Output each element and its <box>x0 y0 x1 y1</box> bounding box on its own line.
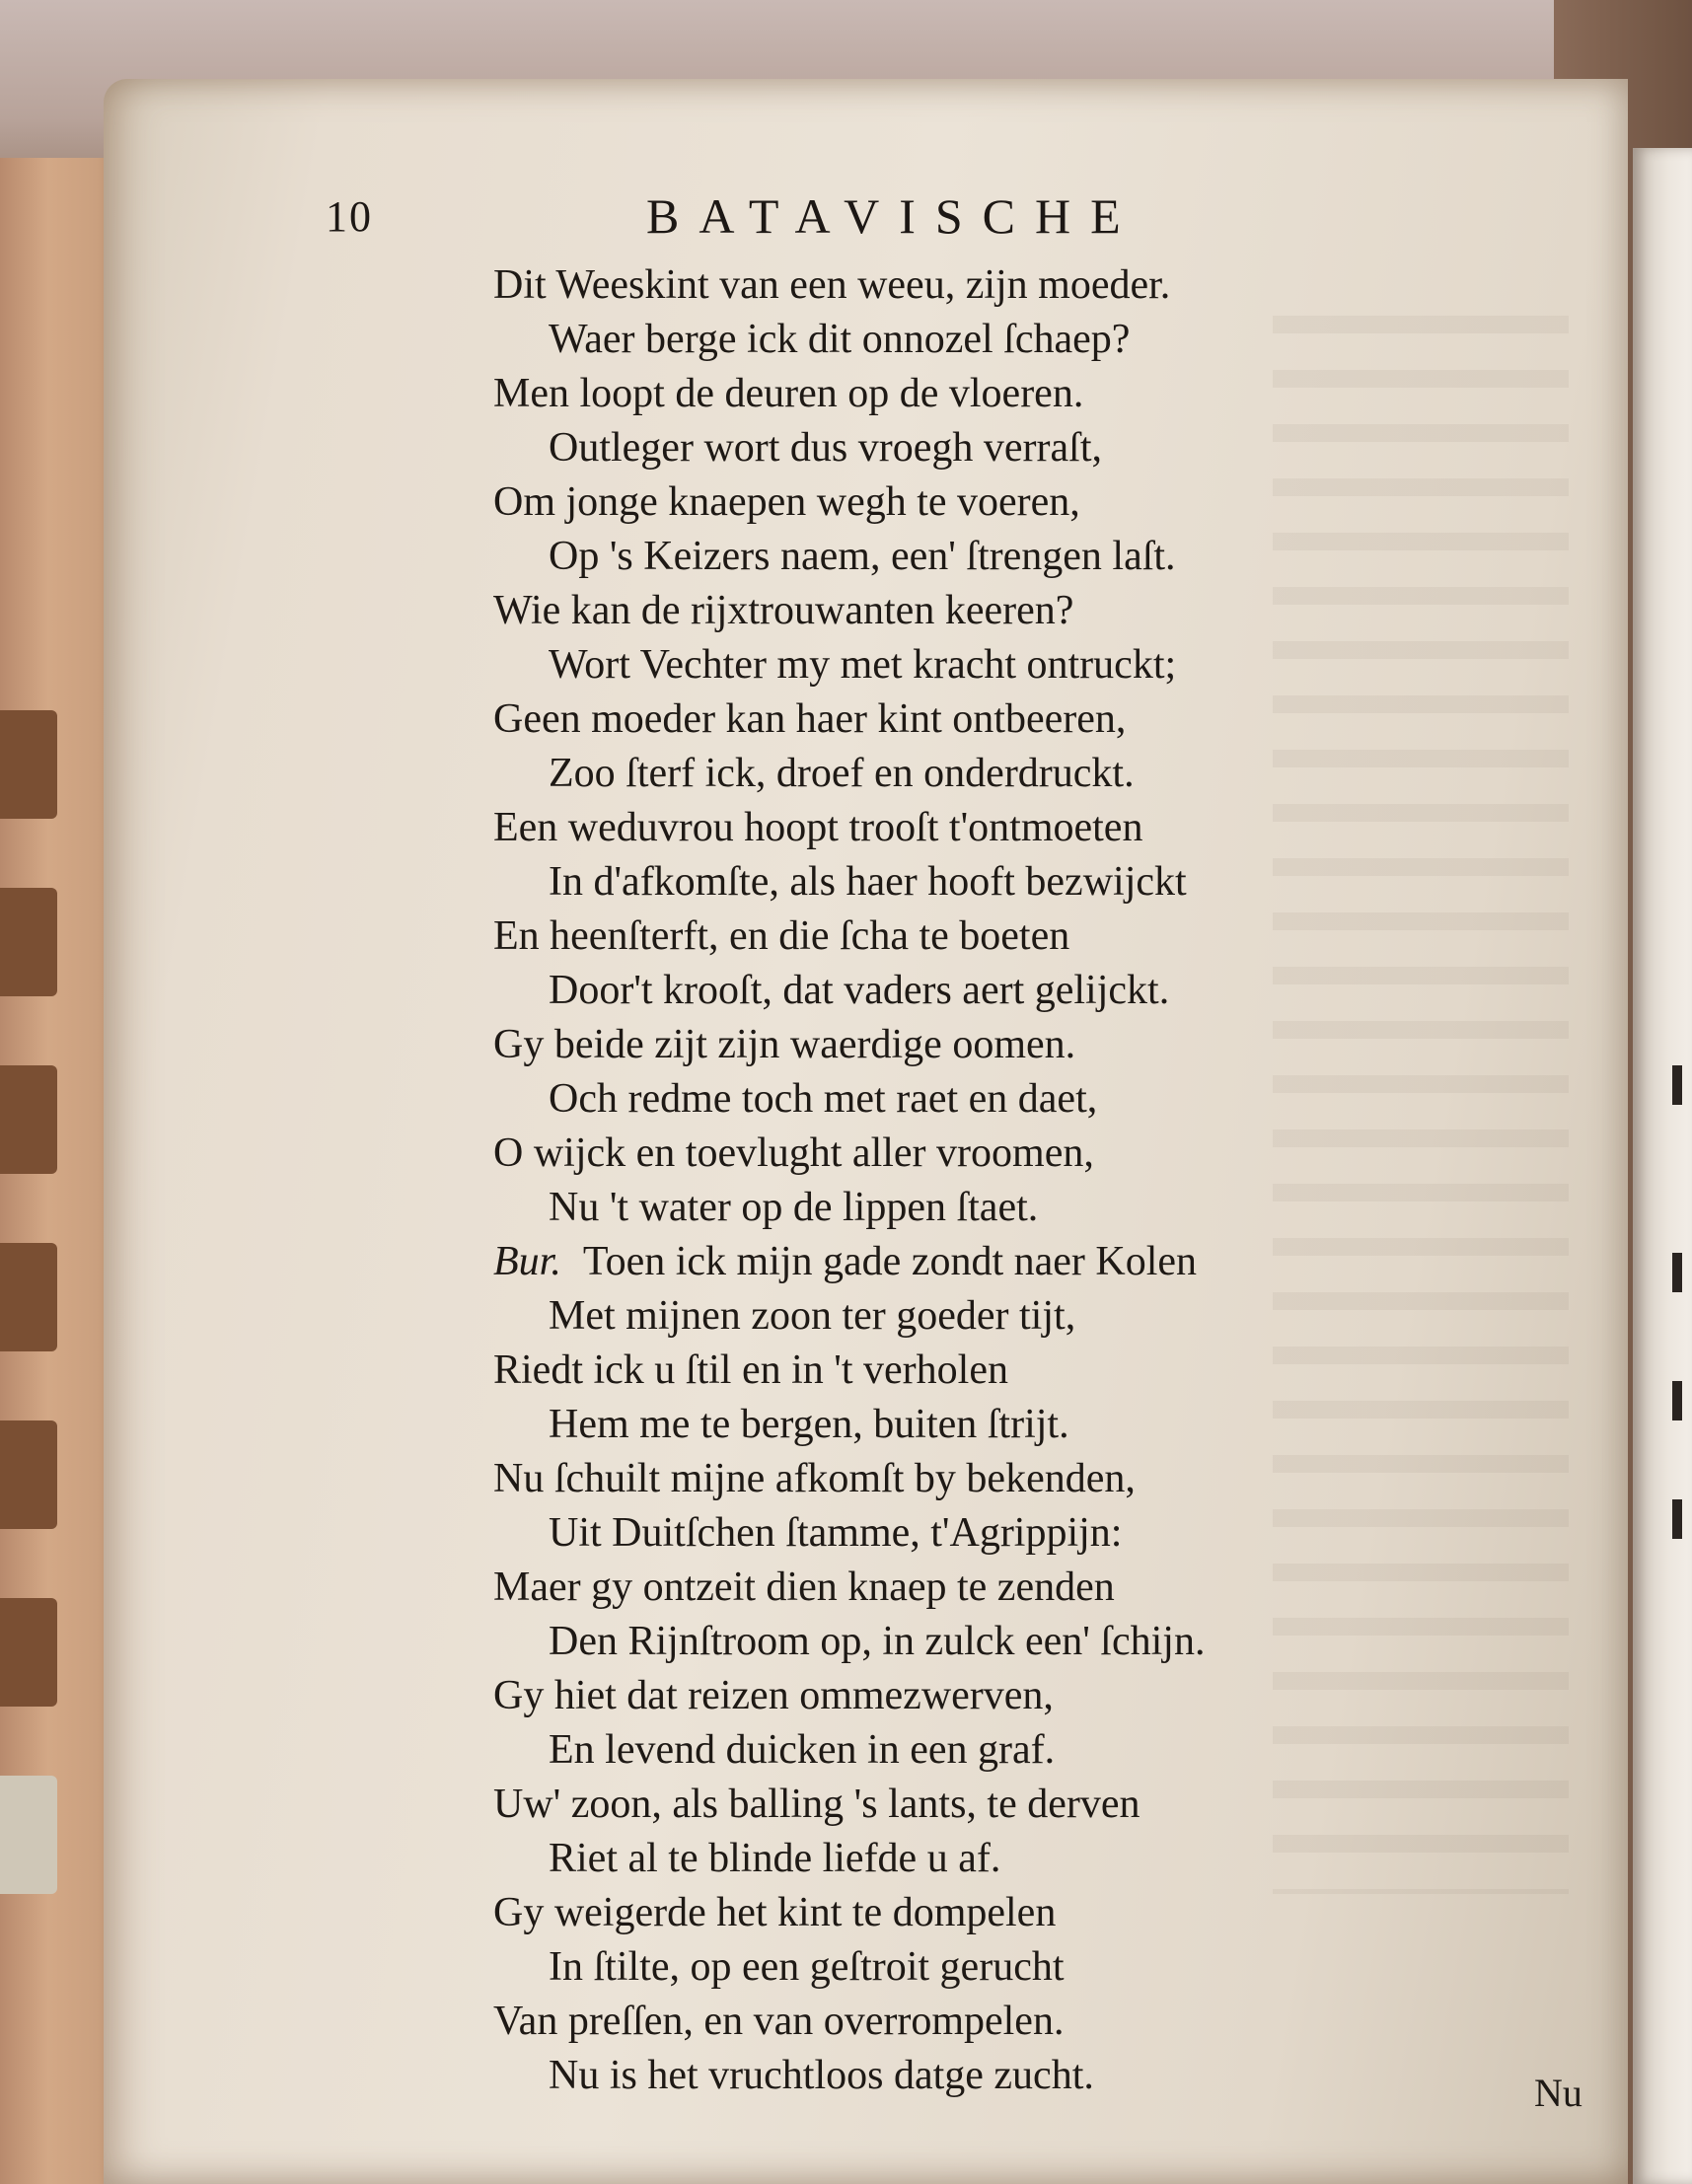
thumb-tab <box>0 1776 57 1894</box>
verse-line: Nu ſchuilt mijne afkomſt by bekenden, <box>493 1456 1136 1501</box>
verse-line: Riet al te blinde liefde u af. <box>549 1836 1001 1881</box>
verse-line: Hem me te bergen, buiten ſtrijt. <box>549 1402 1069 1447</box>
verse-line: Nu 't water op de lippen ſtaet. <box>549 1185 1039 1230</box>
verse-line: Och redme toch met raet en daet, <box>549 1076 1098 1122</box>
verse-line: En levend duicken in een graf. <box>549 1727 1056 1773</box>
speaker-label: Bur. <box>493 1239 561 1284</box>
next-page-edge <box>1633 148 1692 2184</box>
verse-line: Door't krooſt, dat vaders aert gelijckt. <box>549 968 1170 1013</box>
verse-line: Gy weigerde het kint te dompelen <box>493 1890 1057 1935</box>
next-page-letter <box>1672 1381 1682 1420</box>
verse-line: Riedt ick u ſtil en in 't verholen <box>493 1347 1008 1393</box>
verse-line: In ſtilte, op een geſtroit gerucht <box>549 1944 1065 1990</box>
verse-line: Maer gy ontzeit dien knaep te zenden <box>493 1565 1115 1610</box>
verse-line: Men loopt de deuren op de vloeren. <box>493 371 1084 416</box>
verse-line: Om jonge knaepen wegh te voeren, <box>493 479 1080 525</box>
verse-line: Uw' zoon, als balling 's lants, te derven <box>493 1782 1140 1827</box>
verse-line: Op 's Keizers naem, een' ſtrengen laſt. <box>549 534 1176 579</box>
verse-line: Zoo ſterf ick, droef en onderdruckt. <box>549 751 1135 796</box>
verse-line: Van preſſen, en van overrompelen. <box>493 1999 1065 2044</box>
verse-line: Den Rijnſtroom op, in zulck een' ſchijn. <box>549 1619 1206 1664</box>
verse-line-with-speaker <box>493 1235 1381 1289</box>
verse-line: Outleger wort dus vroegh verraſt, <box>549 425 1102 471</box>
verse-line: Een weduvrou hoopt trooſt t'ontmoeten <box>493 805 1143 850</box>
verse-line: Dit Weeskint van een weeu, zijn moeder. <box>493 262 1171 308</box>
thumb-tab <box>0 1065 57 1174</box>
thumb-tab <box>0 1243 57 1351</box>
verse-line: O wijck en toevlught aller vroomen, <box>493 1130 1094 1176</box>
verse-line: Uit Duitſchen ſtamme, t'Agrippijn: <box>549 1510 1123 1556</box>
page-number: 10 <box>326 192 373 241</box>
next-page-letter <box>1672 1065 1682 1105</box>
running-head: BATAVISCHE <box>646 188 1140 244</box>
verse-line: En heenſterft, en die ſcha te boeten <box>493 913 1070 959</box>
catchword: Nu <box>1534 2071 1582 2115</box>
verse-line: Nu is het vruchtloos datge zucht. <box>549 2053 1094 2098</box>
thumb-tab <box>0 1598 57 1707</box>
verse-line: Gy hiet dat reizen ommezwerven, <box>493 1673 1054 1718</box>
verse-line: Gy beide zijt zijn waerdige oomen. <box>493 1022 1076 1067</box>
verse-line: Geen moeder kan haer kint ontbeeren, <box>493 696 1127 742</box>
page-header <box>326 187 1332 266</box>
poem <box>493 258 1381 2103</box>
thumb-tab <box>0 710 57 819</box>
verse-line: Met mijnen zoon ter goeder tijt, <box>549 1293 1076 1339</box>
next-page-letter <box>1672 1253 1682 1292</box>
next-page-letter <box>1672 1499 1682 1539</box>
verse-line: Wort Vechter my met kracht ontruckt; <box>549 642 1177 688</box>
verse-text: Toen ick mijn gade zondt naer Kolen <box>582 1239 1198 1284</box>
thumb-tab <box>0 888 57 996</box>
verse-line: In d'afkomſte, als haer hooft bezwijckt <box>549 859 1187 905</box>
thumb-tab <box>0 1420 57 1529</box>
verse-line: Wie kan de rijxtrouwanten keeren? <box>493 588 1074 633</box>
verse-line: Waer berge ick dit onnozel ſchaep? <box>549 317 1131 362</box>
